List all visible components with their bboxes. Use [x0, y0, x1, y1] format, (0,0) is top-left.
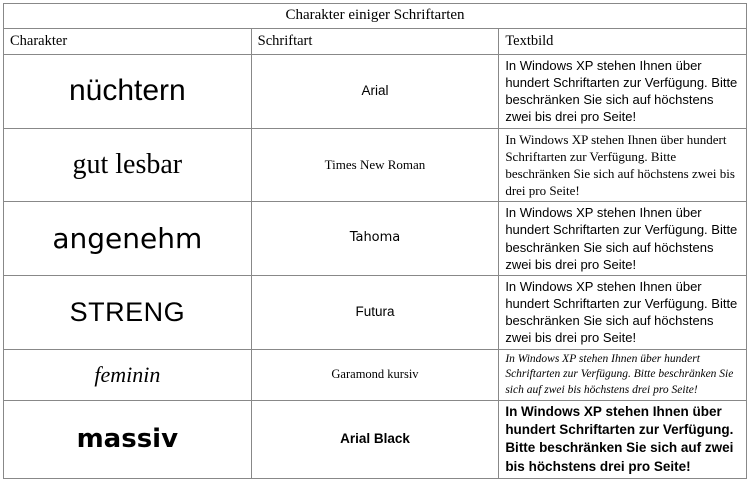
font-character-table — [3, 3, 747, 479]
text-sample: In Windows XP stehen Ihnen über hundert Schriftarten zur Verfügung. Bitte beschränken Sie sich auf höchstens zwei bis drei pro Seite! — [499, 55, 747, 129]
character-sample: nüchtern — [4, 55, 252, 129]
table-row — [4, 128, 747, 202]
text-sample: In Windows XP stehen Ihnen über hundert Schriftarten zur Verfügung. Bitte beschränken Sie sich auf höchstens zwei bis drei pro Seite! — [499, 128, 747, 202]
font-name: Garamond kursiv — [251, 349, 499, 401]
character-sample: massiv — [4, 401, 252, 479]
column-header-schriftart: Schriftart — [251, 29, 499, 55]
text-sample: In Windows XP stehen Ihnen über hundert Schriftarten zur Verfügung. Bitte beschränken Sie sich auf zwei bis höchstens drei pro Seite! — [499, 401, 747, 479]
character-sample: feminin — [4, 349, 252, 401]
table-caption-row — [4, 4, 747, 29]
column-header-textbild: Textbild — [499, 29, 747, 55]
text-sample: In Windows XP stehen Ihnen über hundert Schriftarten zur Verfügung. Bitte beschränken Sie sich auf höchstens zwei bis drei pro Seite! — [499, 275, 747, 349]
font-name: Times New Roman — [251, 128, 499, 202]
text-sample: In Windows XP stehen Ihnen über hundert Schriftarten zur Verfügung. Bitte beschränken Sie sich auf höchstens zwei bis drei pro Seite! — [499, 202, 747, 276]
table-header-row — [4, 29, 747, 55]
table-row — [4, 202, 747, 276]
character-sample: angenehm — [4, 202, 252, 276]
character-sample: STRENG — [4, 275, 252, 349]
column-header-charakter: Charakter — [4, 29, 252, 55]
table-row — [4, 55, 747, 129]
font-name: Arial — [251, 55, 499, 129]
character-sample: gut lesbar — [4, 128, 252, 202]
font-name: Futura — [251, 275, 499, 349]
table-row — [4, 275, 747, 349]
font-name: Arial Black — [251, 401, 499, 479]
text-sample: In Windows XP stehen Ihnen über hundert Schriftarten zur Verfügung. Bitte beschränken Sie sich auf zwei bis höchstens drei pro Seite! — [499, 349, 747, 401]
table-row — [4, 349, 747, 401]
table-row — [4, 401, 747, 479]
font-name: Tahoma — [251, 202, 499, 276]
table-caption: Charakter einiger Schriftarten — [4, 4, 747, 29]
